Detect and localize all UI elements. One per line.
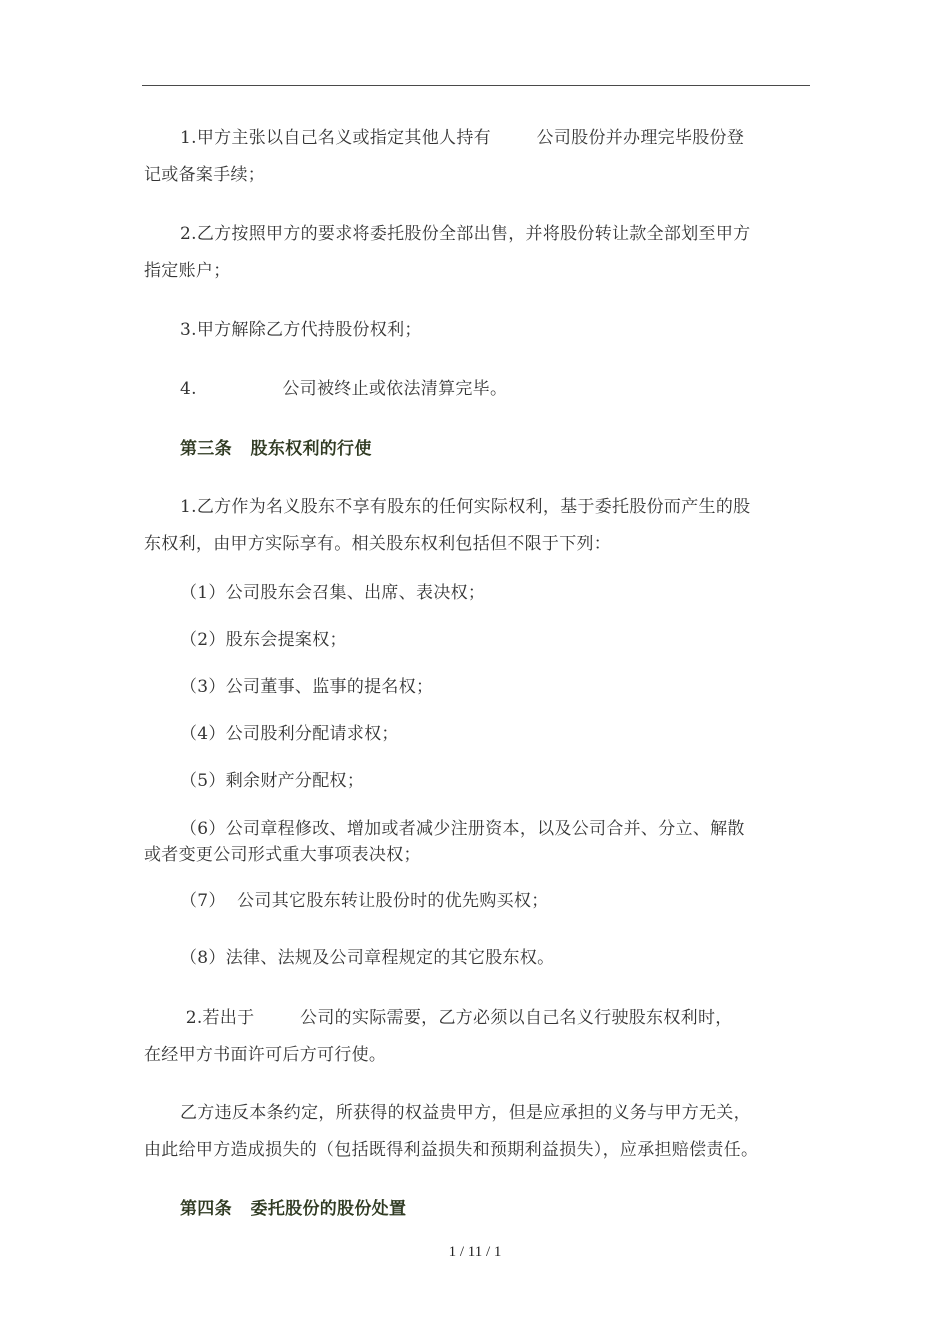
clause-1-line-2: 记或备案手续； [144, 165, 266, 185]
right-item-3: （3）公司董事、监事的提名权； [180, 677, 434, 697]
right-item-2: （2）股东会提案权； [180, 630, 347, 650]
right-item-8: （8）法律、法规及公司章程规定的其它股东权。 [180, 948, 555, 968]
article-3-heading: 第三条 股东权利的行使 [180, 439, 372, 459]
article-3-para-1-line-1: 1.乙方作为名义股东不享有股东的任何实际权利，基于委托股份而产生的股 [180, 497, 751, 517]
right-item-1: （1）公司股东会召集、出席、表决权； [180, 583, 486, 603]
page-number: 1 / 11 / 1 [448, 1244, 502, 1260]
article-3-para-1-line-2: 东权利，由甲方实际享有。相关股东权利包括但不限于下列： [144, 534, 612, 554]
article-3-para-3-line-1: 乙方违反本条约定，所获得的权益贵甲方，但是应承担的义务与甲方无关， [180, 1103, 751, 1123]
right-item-7: （7） 公司其它股东转让股份时的优先购买权； [180, 891, 549, 911]
article-3-para-2-line-2: 在经甲方书面许可后方可行使。 [144, 1045, 387, 1065]
right-item-5: （5）剩余财产分配权； [180, 771, 365, 791]
clause-3: 3.甲方解除乙方代持股份权利； [180, 320, 422, 340]
clause-2-line-2: 指定账户； [144, 261, 231, 281]
clause-1-line-1: 1.甲方主张以自己名义或指定其他人持有 公司股份并办理完毕股份登 [180, 128, 745, 148]
clause-2-line-1: 2.乙方按照甲方的要求将委托股份全部出售，并将股份转让款全部划至甲方 [180, 224, 751, 244]
right-item-4: （4）公司股利分配请求权； [180, 724, 399, 744]
header-rule [142, 85, 810, 86]
article-3-para-2-line-1: 2.若出于 公司的实际需要，乙方必须以自己名义行驶股东权利时， [180, 1008, 733, 1028]
right-item-6-line-1: （6）公司章程修改、增加或者减少注册资本，以及公司合并、分立、解散 [180, 819, 745, 839]
clause-4: 4. 公司被终止或依法清算完毕。 [180, 379, 508, 399]
article-4-heading: 第四条 委托股份的股份处置 [180, 1199, 407, 1219]
right-item-6-line-2: 或者变更公司形式重大事项表决权； [144, 845, 421, 865]
article-3-para-3-line-2: 由此给甲方造成损失的（包括既得利益损失和预期利益损失），应承担赔偿责任。 [144, 1140, 759, 1160]
